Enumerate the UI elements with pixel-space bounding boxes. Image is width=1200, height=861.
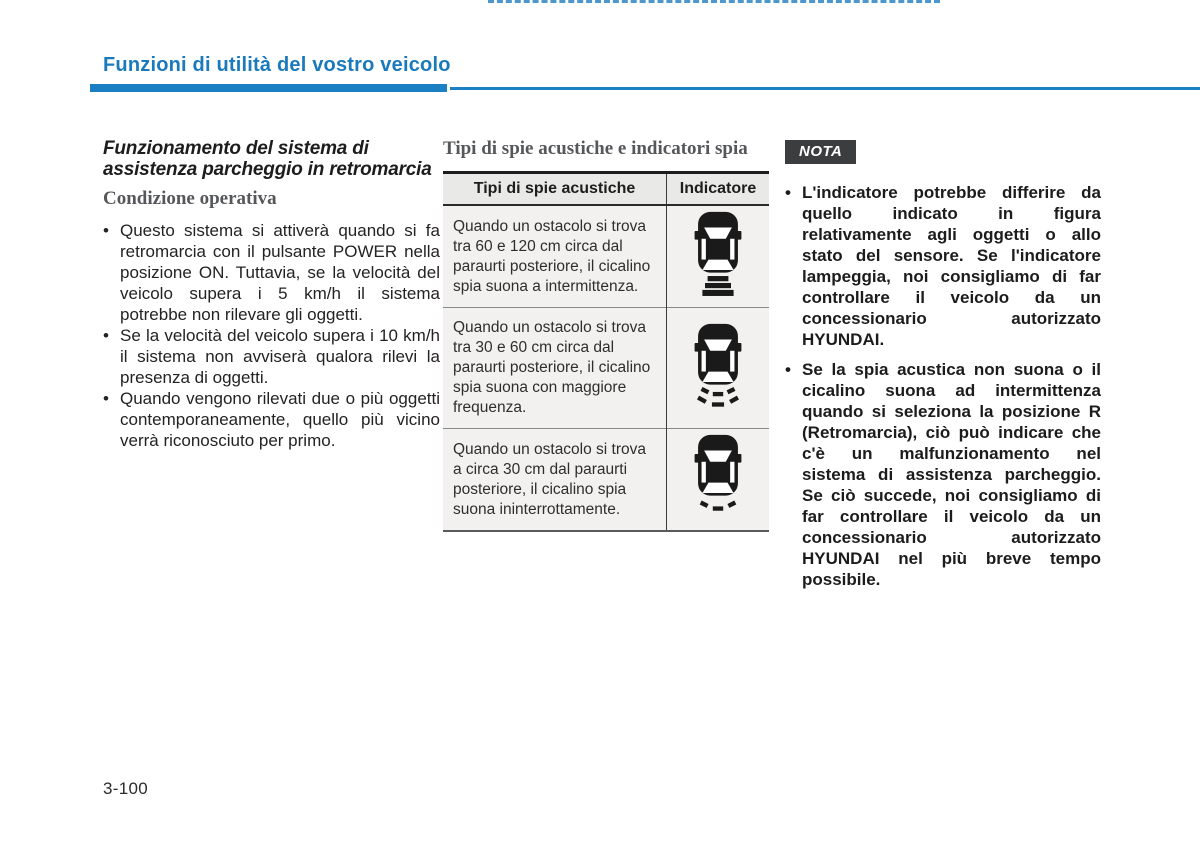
table-cell-indicator: [667, 205, 770, 308]
table-cell-text: Quando un ostacolo si trova tra 30 e 60 cm circa dal paraurti posteriore, il cicalino spia suona con maggiore frequenza.: [443, 308, 667, 429]
table-cell-indicator: [667, 429, 770, 532]
page-number: 3-100: [103, 779, 148, 798]
header-rule-thin: [450, 87, 1200, 90]
section-title: Funzionamento del sistema di assistenza parcheggio in retromarcia: [103, 138, 432, 180]
nota-list: [785, 182, 1101, 590]
top-dashed-rule: [488, 0, 940, 3]
table-section-title: Tipi di spie acustiche e indicatori spia: [443, 138, 748, 159]
car-rear-sensor-icon: [692, 322, 744, 415]
bullet-item: • L'indicatore potrebbe differire da quello indicato in figura relativamente agli oggetti o allo stato del sensore. Se l'indicatore lampeggia, noi consigliamo di far controllare il veicolo da un concessionario autorizzato HYUNDAI.: [785, 182, 1101, 350]
nota-badge: NOTA: [785, 140, 856, 164]
middle-column: [443, 138, 756, 532]
left-column: [103, 138, 440, 451]
operating-conditions-list: [103, 220, 440, 451]
table-row: [443, 308, 769, 429]
table-cell-text: Quando un ostacolo si trova tra 60 e 120 cm circa dal paraurti posteriore, il cicalino spia suona a intermittenza.: [443, 205, 667, 308]
table-header-row: [443, 173, 769, 206]
header-rule-thick: [90, 84, 447, 92]
bullet-item: • Questo sistema si attiverà quando si fa retromarcia con il pulsante POWER nella posizione ON. Tuttavia, se la velocità del veicolo supera i 5 km/h il sistema potrebbe non rilevare gli oggetti.: [103, 220, 440, 325]
subsection-title: Condizione operativa: [103, 188, 277, 209]
bullet-item: • Se la spia acustica non suona o il cicalino suona ad intermittenza quando si seleziona la posizione R (Retromarcia), ciò può indicare che c'è un malfunzionamento nel sistema di assistenza parcheggio. Se ciò succede, noi consigliamo di far controllare il veicolo da un concessionario autorizzato HYUNDAI nel più breve tempo possibile.: [785, 359, 1101, 590]
table-header-indicator: Indicatore: [667, 173, 770, 206]
table-row: [443, 429, 769, 532]
table-cell-text: Quando un ostacolo si trova a circa 30 cm dal paraurti posteriore, il cicalino spia suona ininterrottamente.: [443, 429, 667, 532]
warning-types-table: [443, 171, 769, 532]
table-header-types: Tipi di spie acustiche: [443, 173, 667, 206]
car-rear-sensor-icon: [692, 210, 744, 303]
car-rear-sensor-icon: [692, 433, 744, 526]
table-row: [443, 205, 769, 308]
chapter-title: Funzioni di utilità del vostro veicolo: [103, 54, 451, 76]
bullet-item: • Quando vengono rilevati due o più oggetti contemporaneamente, quello più vicino verrà riconosciuto per primo.: [103, 388, 440, 451]
table-cell-indicator: [667, 308, 770, 429]
right-column: [785, 138, 1101, 590]
bullet-item: • Se la velocità del veicolo supera i 10 km/h il sistema non avviserà qualora rilevi la presenza di oggetti.: [103, 325, 440, 388]
